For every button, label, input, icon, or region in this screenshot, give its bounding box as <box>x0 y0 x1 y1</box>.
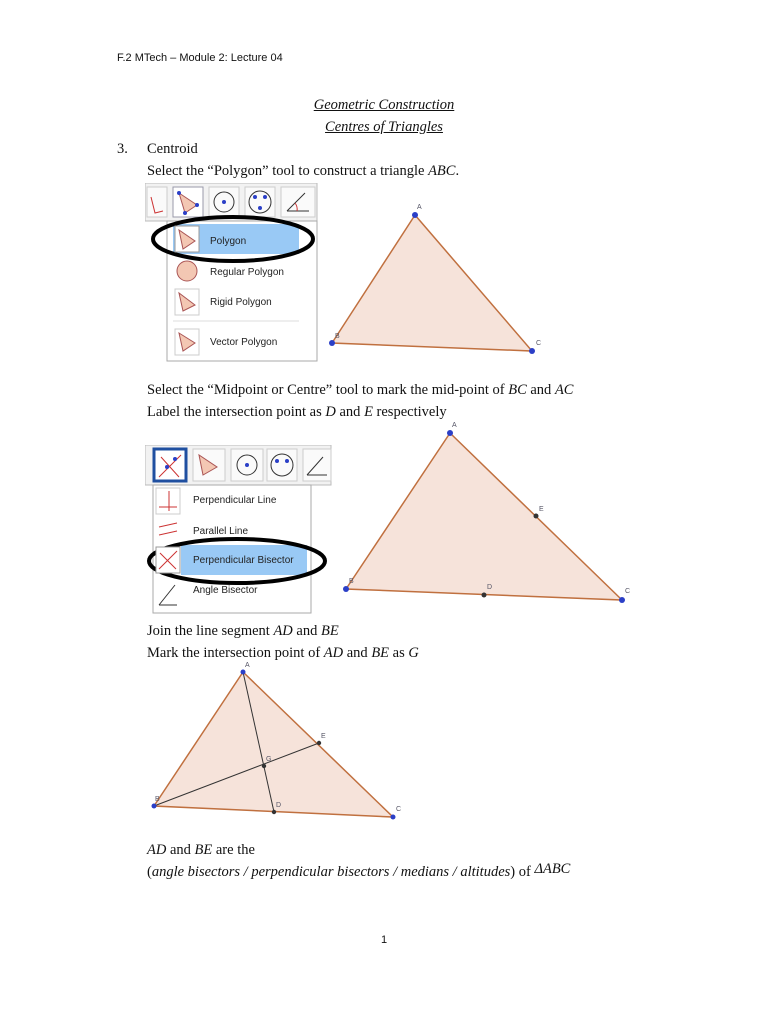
label-d: D <box>487 584 493 591</box>
label-e: E <box>321 733 326 740</box>
step1-text: Select the “Polygon” tool to construct a triangle ABC. <box>147 163 460 179</box>
point-d <box>272 810 276 814</box>
point-e <box>317 741 321 745</box>
point-c <box>529 348 535 354</box>
label-g: G <box>266 756 272 763</box>
polygon-menu-figure <box>145 183 325 368</box>
label-b: B <box>155 796 160 803</box>
step2b-text: Label the intersection point as D and E respectively <box>147 404 447 420</box>
question-line2: (angle bisectors / perpendicular bisectors / medians / altitudes) of ΔABC <box>147 861 571 880</box>
menu-item-label: Vector Polygon <box>210 337 278 348</box>
label-a: A <box>452 422 457 429</box>
page-header: F.2 MTech – Module 2: Lecture 04 <box>117 52 283 64</box>
point-c <box>619 597 625 603</box>
menu-item-label: Polygon <box>210 236 247 247</box>
toolbar-row <box>154 449 331 481</box>
point-b <box>329 340 335 346</box>
menu-item-label: Perpendicular Bisector <box>193 555 294 566</box>
label-d: D <box>276 802 282 809</box>
label-c: C <box>625 588 631 595</box>
label-b: B <box>349 578 354 585</box>
label-a: A <box>245 662 250 669</box>
doc-subtitle: Centres of Triangles <box>325 119 443 135</box>
menu-item-label: Parallel Line <box>193 526 249 537</box>
triangle-medians-figure <box>145 660 410 825</box>
menu-item-label: Perpendicular Line <box>193 495 277 506</box>
line-tools-menu-figure <box>145 445 335 615</box>
menu-item-label: Rigid Polygon <box>210 297 272 308</box>
page-number: 1 <box>380 934 388 946</box>
step3a-text: Join the line segment AD and BE <box>147 623 339 639</box>
point-a <box>447 430 453 436</box>
point-b <box>343 586 349 592</box>
point-d <box>482 593 487 598</box>
item-number: 3. <box>117 141 128 157</box>
point-c <box>391 815 396 820</box>
point-e <box>534 514 539 519</box>
triangle-midpoints-figure <box>340 420 635 610</box>
item-title: Centroid <box>147 141 198 157</box>
point-a <box>412 212 418 218</box>
label-a: A <box>417 204 422 211</box>
label-c: C <box>536 340 542 347</box>
triangle-abc-figure <box>325 198 555 358</box>
question-line1: AD and BE are the <box>147 842 255 858</box>
step3b-text: Mark the intersection point of AD and BE as G <box>147 645 419 661</box>
label-c: C <box>396 806 402 813</box>
menu-item-label: Angle Bisector <box>193 585 258 596</box>
point-g <box>262 764 266 768</box>
menu-item-label: Regular Polygon <box>210 267 284 278</box>
point-a <box>241 670 246 675</box>
label-b: B <box>335 333 340 340</box>
step2a-text: Select the “Midpoint or Centre” tool to mark the mid-point of BC and AC <box>147 382 574 398</box>
doc-title: Geometric Construction <box>313 97 455 113</box>
label-e: E <box>539 506 544 513</box>
point-b <box>152 804 157 809</box>
